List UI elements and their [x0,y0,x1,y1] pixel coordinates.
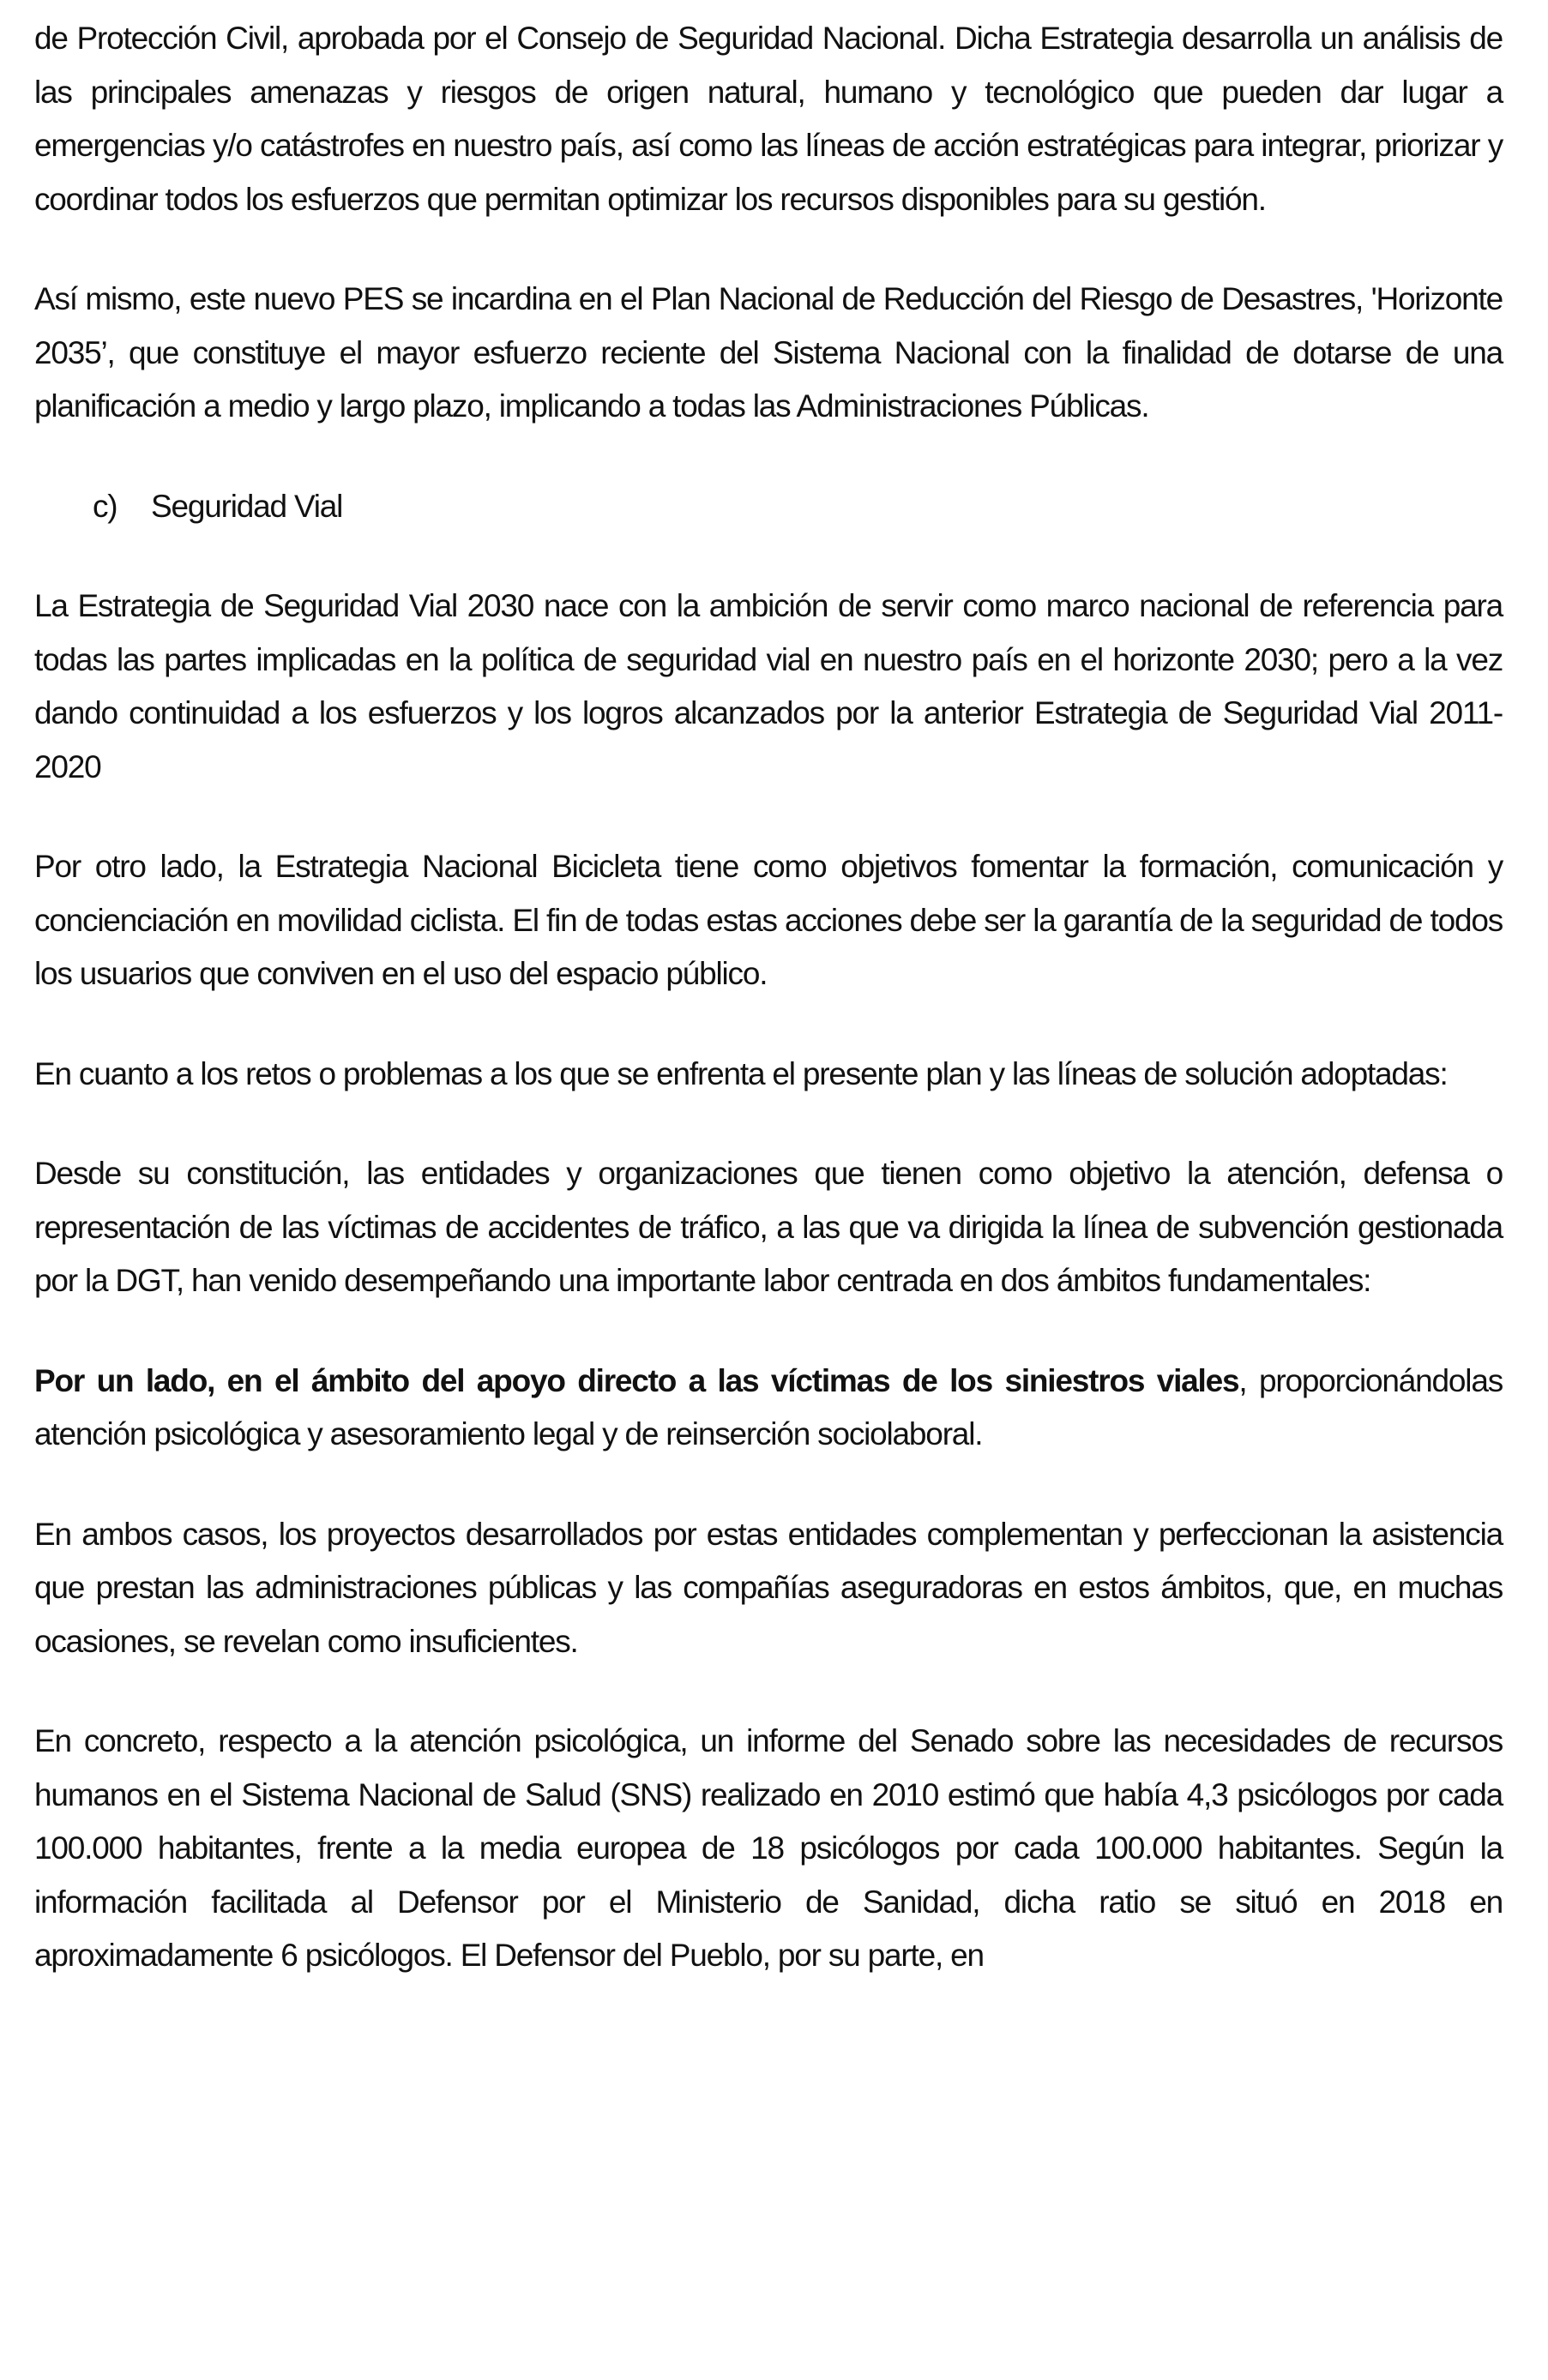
paragraph-atencion-psicologica: En concreto, respecto a la atención psicológica, un informe del Senado sobre las necesidades de recursos humanos en el Sistema Nacional de Salud (SNS) realizado en 2010 estimó que había 4,3 psicólogos por cada 100.000 habitantes, frente a la media europea de 18 psicólogos por cada 100.000 habitantes. Según la información facilitada al Defensor por el Ministerio de Sanidad, dicha ratio se situó en 2018 en aproximadamente 6 psicólogos. El Defensor del Pueblo, por su parte, en [34,1723,1503,1973]
paragraph-ambos-casos: En ambos casos, los proyectos desarrollados por estas entidades complementan y perfeccionan la asistencia que prestan las administraciones públicas y las compañías aseguradoras en estos ámbitos, que, en muchas ocasiones, se revelan como insuficientes. [34,1516,1503,1659]
paragraph-apoyo-victimas-bold: Por un lado, en el ámbito del apoyo directo a las víctimas de los siniestros viales [34,1362,1239,1398]
document-body [34,12,1503,1983]
paragraph-plan-nacional: Así mismo, este nuevo PES se incardina en el Plan Nacional de Reducción del Riesgo de Desastres, 'Horizonte 2035’, que constituye el mayor esfuerzo reciente del Sistema Nacional con la finalidad de dotarse de una planificación a medio y largo plazo, implicando a todas las Administraciones Públicas. [34,281,1503,424]
paragraph-estrategia-bicicleta: Por otro lado, la Estrategia Nacional Bicicleta tiene como objetivos fomentar la formación, comunicación y concienciación en movilidad ciclista. El fin de todas estas acciones debe ser la garantía de la seguridad de todos los usuarios que conviven en el uso del espacio público. [34,849,1503,991]
paragraph-retos: En cuanto a los retos o problemas a los que se enfrenta el presente plan y las líneas de solución adoptadas: [34,1055,1448,1091]
paragraph-apoyo-victimas-rest: , proporcionándolas atención psicológica y asesoramiento legal y de reinserción sociolaboral. [34,1362,1503,1451]
paragraph-apoyo-victimas [34,1355,1503,1462]
heading-text: Seguridad Vial [151,488,343,524]
section-heading-seguridad-vial [34,480,1503,534]
paragraph-proteccion-civil: de Protección Civil, aprobada por el Consejo de Seguridad Nacional. Dicha Estrategia desarrolla un análisis de las principales amenazas y riesgos de origen natural, humano y tecnológico que pueden dar lugar a emergencias y/o catástrofes en nuestro país, así como las líneas de acción estratégicas para integrar, priorizar y coordinar todos los esfuerzos que permitan optimizar los recursos disponibles para su gestión. [34,21,1503,217]
paragraph-entidades: Desde su constitución, las entidades y organizaciones que tienen como objetivo la atención, defensa o representación de las víctimas de accidentes de tráfico, a las que va dirigida la línea de subvención gestionada por la DGT, han venido desempeñando una importante labor centrada en dos ámbitos fundamentales: [34,1156,1503,1298]
paragraph-estrategia-2030: La Estrategia de Seguridad Vial 2030 nace con la ambición de servir como marco nacional de referencia para todas las partes implicadas en la política de seguridad vial en nuestro país en el horizonte 2030; pero a la vez dando continuidad a los esfuerzos y los logros alcanzados por la anterior Estrategia de Seguridad Vial 2011-2020 [34,588,1503,784]
heading-marker: c) [93,488,117,524]
